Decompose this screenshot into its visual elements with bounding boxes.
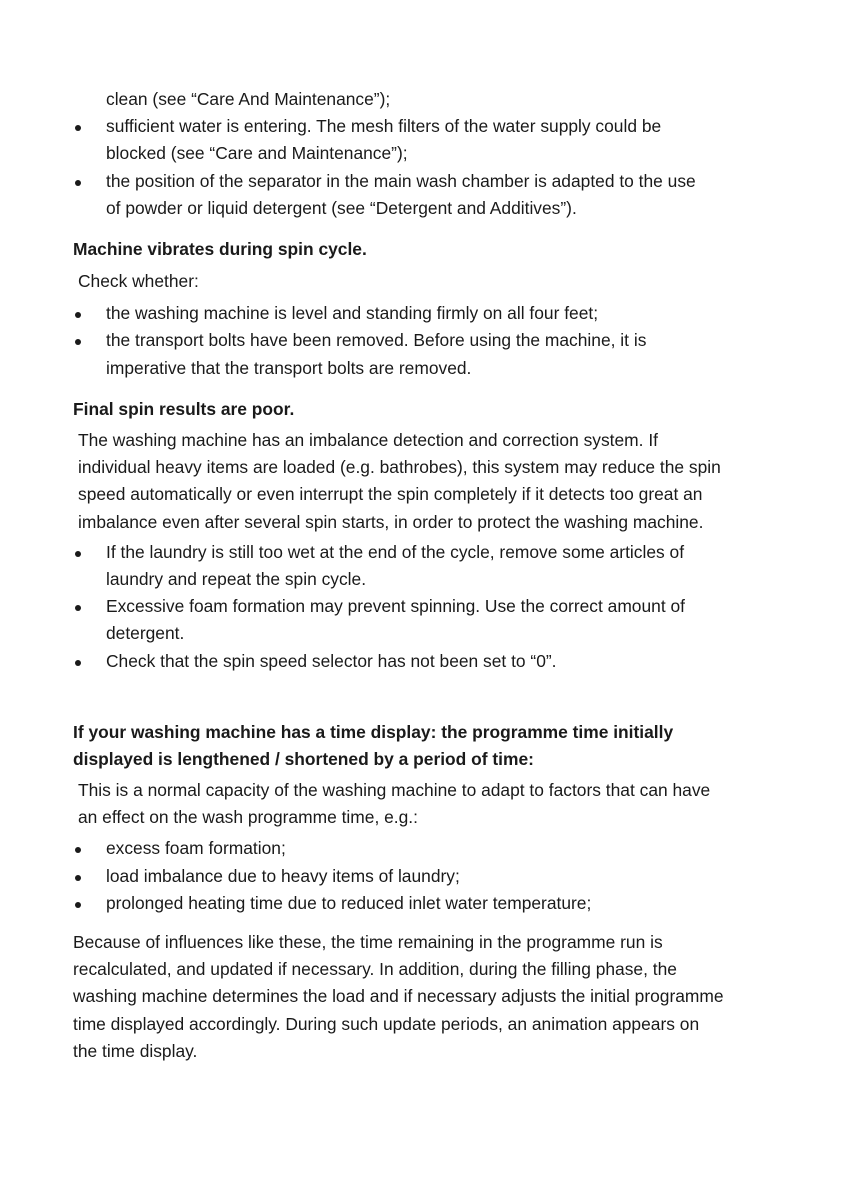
section-heading: Machine vibrates during spin cycle. xyxy=(73,239,367,259)
section-heading: Final spin results are poor. xyxy=(73,399,295,419)
section-lead: Check whether: xyxy=(78,271,199,291)
section-paragraph: The washing machine has an imbalance detection and correction system. If individual heavy items are loaded (e.g. bathrobes), this system may reduce the spin speed automatically or even interrupt the spin completely if it detects too great an imbalance even after several spin starts, in order to protect the washing machine. xyxy=(78,430,721,532)
intro-bullet-list xyxy=(73,113,713,222)
list-item: sufficient water is entering. The mesh filters of the water supply could be blocked (see “Care and Maintenance”); xyxy=(73,113,713,167)
vibrates-section xyxy=(73,236,753,382)
list-item: excess foam formation; xyxy=(73,835,753,862)
spin-section xyxy=(73,396,753,675)
list-item: If the laundry is still too wet at the end of the cycle, remove some articles of laundry and repeat the spin cycle. xyxy=(73,539,728,593)
list-item: load imbalance due to heavy items of laundry; xyxy=(73,863,753,890)
list-item: prolonged heating time due to reduced inlet water temperature; xyxy=(73,890,753,917)
spin-bullet-list xyxy=(73,539,728,675)
vibrates-bullet-list xyxy=(73,300,693,382)
section-heading: If your washing machine has a time display: the programme time initially displayed is lengthened / shortened by a period of time: xyxy=(73,722,674,769)
timedisplay-bullet-list xyxy=(73,835,753,917)
section-paragraph: This is a normal capacity of the washing machine to adapt to factors that can have an effect on the wash programme time, e.g.: xyxy=(78,780,711,828)
intro-section xyxy=(73,86,753,222)
timedisplay-section xyxy=(73,719,753,1065)
list-item: the transport bolts have been removed. Before using the machine, it is imperative that the transport bolts are removed. xyxy=(73,327,693,381)
list-item: Check that the spin speed selector has not been set to “0”. xyxy=(73,648,728,675)
list-item: Excessive foam formation may prevent spinning. Use the correct amount of detergent. xyxy=(73,593,728,647)
list-item: the position of the separator in the main wash chamber is adapted to the use of powder or liquid detergent (see “Detergent and Additives”). xyxy=(73,168,713,222)
list-item: the washing machine is level and standing firmly on all four feet; xyxy=(73,300,693,327)
closing-paragraph: Because of influences like these, the time remaining in the programme run is recalculated, and updated if necessary. In addition, during the filling phase, the washing machine determines the load and if necessary adjusts the initial programme time displayed accordingly. During such update periods, an animation appears on the time display. xyxy=(73,932,724,1061)
intro-continuation: clean (see “Care And Maintenance”); xyxy=(106,89,391,109)
